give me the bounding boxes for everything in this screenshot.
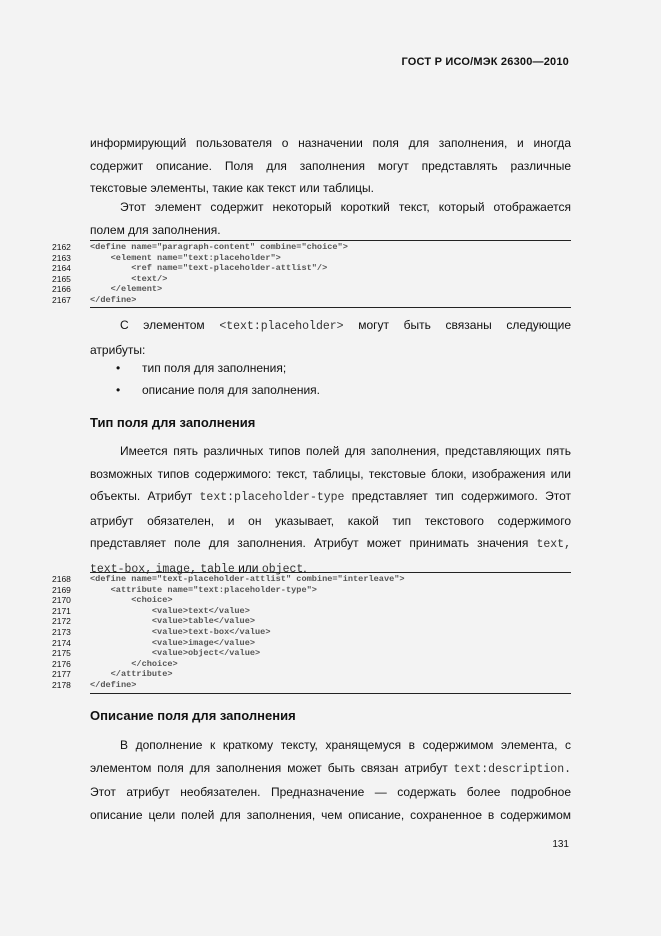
code-line [52, 284, 572, 295]
code-line [52, 648, 572, 659]
code-text: <define name="text-placeholder-attlist" combine="interleave"> [90, 574, 405, 584]
code-line [52, 638, 572, 649]
line-number: 2174 [52, 637, 71, 648]
code-bottom-rule [90, 307, 571, 308]
code-line [52, 253, 572, 264]
line-number: 2163 [52, 252, 71, 263]
code-line [52, 295, 572, 306]
code-text: </element> [90, 284, 163, 295]
line-number: 2176 [52, 658, 71, 669]
code-line [52, 595, 572, 606]
line-number: 2173 [52, 626, 71, 637]
inline-code: image, [155, 562, 197, 576]
line-number: 2172 [52, 616, 71, 627]
section-heading: Тип поля для заполнения [90, 415, 256, 430]
paragraph-description [90, 734, 571, 826]
bullet-list [116, 357, 320, 401]
line-number: 2164 [52, 263, 71, 274]
code-text: <ref name="text-placeholder-attlist"/> [90, 263, 328, 274]
line-number: 2168 [52, 574, 71, 584]
code-text: <text/> [90, 273, 168, 284]
code-bottom-rule [90, 693, 571, 694]
code-top-rule [90, 572, 571, 573]
inline-code: table [200, 562, 235, 576]
code-line [52, 669, 572, 680]
paragraph-placeholder-type [90, 440, 571, 581]
line-number: 2171 [52, 605, 71, 616]
text-line: возможных типов содержимого: текст, таблицы, текстовые блоки, изображения или [90, 466, 571, 481]
text-line: В дополнение к краткому тексту, хранящемуся в содержимом элемента, с [120, 738, 571, 752]
bullet-icon: • [116, 361, 121, 375]
text-line: объекты. Атрибут text:placeholder-type представляет тип содержимого. Этот [90, 489, 571, 504]
line-number: 2162 [52, 242, 71, 252]
code-text: <choice> [90, 595, 173, 606]
inline-code: <text:placeholder> [219, 320, 344, 333]
line-number: 2175 [52, 648, 71, 659]
code-line [52, 585, 572, 596]
code-line [52, 680, 572, 691]
code-text: </choice> [90, 658, 178, 669]
inline-code: text-box, [90, 562, 153, 576]
code-text: </define> [90, 679, 137, 690]
text-line: описание цели полей для заполнения, чем описание, сохраненное в содержимом [90, 807, 571, 822]
text-line: текстовые элементы, такие как текст или таблицы. [90, 181, 375, 195]
text-line: элементом поля для заполнения может быть связан атрибут text:description. [90, 760, 571, 776]
code-text: <element name="text:placeholder"> [90, 252, 281, 263]
code-text: </attribute> [90, 669, 173, 680]
paragraph-element-description [90, 196, 571, 241]
code-text: <attribute name="text:placeholder-type"> [90, 584, 317, 595]
code-text: </define> [90, 294, 137, 305]
text-line: представляет поле для заполнения. Атрибут может принимать значения text, [90, 536, 571, 551]
line-number: 2177 [52, 669, 71, 680]
standard-header: ГОСТ Р ИСО/МЭК 26300—2010 [401, 56, 569, 68]
code-line [52, 263, 572, 274]
page-number: 131 [552, 839, 569, 850]
code-text: <value>text</value> [90, 605, 250, 616]
code-block-placeholder-attlist [52, 574, 572, 691]
code-line [52, 242, 572, 253]
text-line: информирующий пользователя о назначении поля для заполнения, и иногда [90, 136, 571, 150]
text-line: Имеется пять различных типов полей для заполнения, представляющих пять [120, 444, 571, 458]
code-line [52, 627, 572, 638]
code-line [52, 274, 572, 285]
text-line: полем для заполнения. [90, 222, 221, 237]
inline-code: text:description. [453, 762, 571, 776]
line-number: 2178 [52, 679, 71, 690]
line-number: 2167 [52, 294, 71, 305]
code-text: <value>image</value> [90, 637, 256, 648]
line-number: 2165 [52, 273, 71, 284]
code-line [52, 616, 572, 627]
code-line [52, 574, 572, 585]
line-number: 2169 [52, 584, 71, 595]
inline-code: text:placeholder-type [199, 491, 345, 504]
text-line: text-box, image, table или object. [90, 560, 307, 576]
code-text: <value>text-box</value> [90, 626, 271, 637]
text-line: содержит описание. Поля для заполнения могут представлять различные [90, 158, 571, 173]
code-text: <value>table</value> [90, 616, 256, 627]
inline-code: object [261, 562, 304, 576]
line-number: 2170 [52, 595, 71, 606]
code-block-placeholder-element [52, 242, 572, 306]
list-item: • тип поля для заполнения; [116, 357, 320, 379]
bullet-icon: • [116, 383, 121, 397]
code-line [52, 659, 572, 670]
text-line: атрибуты: [90, 342, 146, 357]
code-top-rule [90, 240, 571, 241]
text-line: С элементом <text:placeholder> могут быть связаны следующие [120, 318, 571, 333]
text-line: Этот атрибут необязателен. Предназначение — содержать более подробное [90, 785, 571, 799]
code-line [52, 606, 572, 617]
paragraph-attributes-intro [90, 314, 571, 361]
paragraph-intro [90, 132, 571, 200]
section-heading: Описание поля для заполнения [90, 708, 296, 723]
text-line: Этот элемент содержит некоторый короткий текст, который отображается [120, 200, 571, 214]
code-text: <value>object</value> [90, 648, 261, 659]
inline-code: text, [536, 538, 571, 551]
code-text: <define name="paragraph-content" combine="choice"> [90, 242, 348, 252]
line-number: 2166 [52, 284, 71, 295]
list-item: • описание поля для заполнения. [116, 379, 320, 401]
text-line: атрибут обязателен, и он указывает, какой тип текстового содержимого [90, 513, 571, 528]
